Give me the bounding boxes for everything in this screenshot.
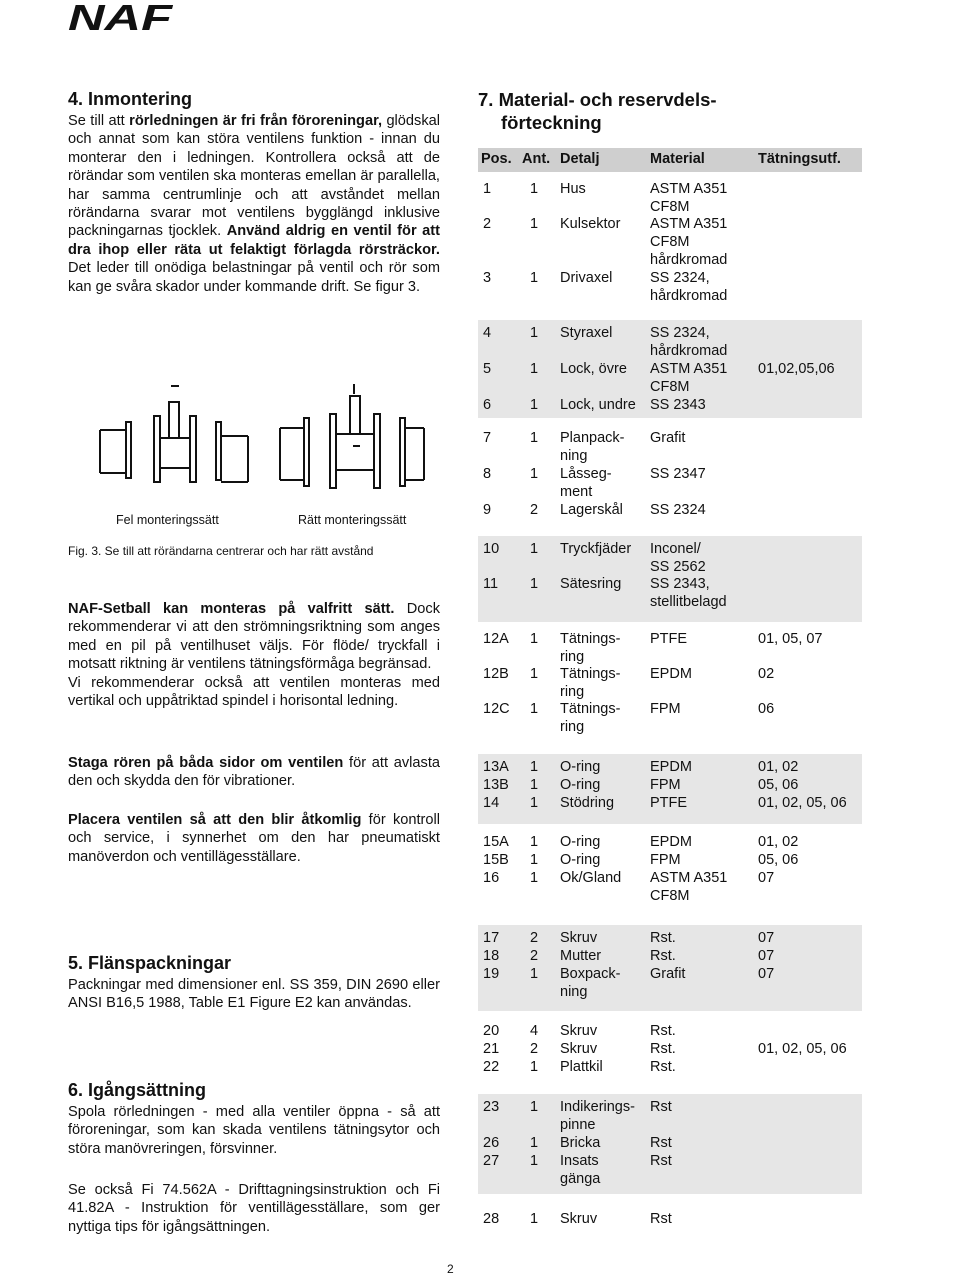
table-group — [478, 1094, 862, 1194]
cell-material: SS 2343, stellitbelagd — [650, 576, 727, 610]
cell-ant: 1 — [530, 216, 539, 232]
cell-pos: 12A — [483, 631, 509, 647]
cell-material: ASTM A351 CF8M — [650, 181, 728, 215]
text-run: för kontroll och service, i synnerhet om den har pneumatiskt manöverdon och ventillägesställare. — [68, 812, 440, 865]
cell-detalj: Insats gänga — [560, 1153, 601, 1187]
cell-tatningsutf: 07 — [758, 870, 775, 886]
cell-tatningsutf: 05, 06 — [758, 852, 799, 868]
table-group — [478, 925, 862, 1011]
cell-tatningsutf: 01, 02, 05, 06 — [758, 1041, 847, 1057]
cell-ant: 2 — [530, 502, 539, 518]
cell-material: FPM — [650, 777, 681, 793]
cell-ant: 2 — [530, 948, 539, 964]
table-group — [478, 626, 862, 748]
cell-pos: 13B — [483, 777, 509, 793]
cell-ant: 1 — [530, 397, 539, 413]
cell-detalj: Tätnings- ring — [560, 701, 621, 735]
cell-pos: 12C — [483, 701, 510, 717]
table-group — [478, 176, 862, 314]
cell-ant: 1 — [530, 576, 539, 592]
bold-run: NAF-Setball kan monteras på valfritt sätt. — [68, 601, 395, 617]
cell-detalj: Skruv — [560, 1023, 598, 1039]
cell-material: ASTM A351 CF8M — [650, 361, 728, 395]
cell-ant: 1 — [530, 270, 539, 286]
cell-detalj: Styraxel — [560, 325, 613, 341]
cell-ant: 1 — [530, 870, 539, 886]
cell-pos: 5 — [483, 361, 492, 377]
cell-material: Rst — [650, 1211, 672, 1227]
figure-caption: Fig. 3. Se till att rörändarna centrerar och har rätt avstånd — [68, 544, 374, 558]
heading-flanspackningar: 5. Flänspackningar — [68, 953, 232, 973]
heading-material-1: 7. Material- och reservdels- — [478, 89, 717, 110]
table-group — [478, 754, 862, 824]
text-run: för att avlasta den och skydda den för vibrationer. — [68, 755, 440, 790]
cell-material: Grafit — [650, 966, 686, 982]
cell-material: Rst — [650, 1153, 672, 1169]
cell-material: ASTM A351 CF8M — [650, 870, 728, 904]
cell-material: FPM — [650, 852, 681, 868]
cell-pos: 28 — [483, 1211, 500, 1227]
bold-run: rörledningen är fri från föroreningar, — [129, 113, 383, 129]
cell-pos: 19 — [483, 966, 500, 982]
cell-pos: 14 — [483, 795, 500, 811]
figure-label-wrong: Fel monteringssätt — [116, 513, 219, 527]
cell-pos: 4 — [483, 325, 492, 341]
cell-material: SS 2324 — [650, 502, 706, 518]
cell-material: Inconel/ SS 2562 — [650, 541, 706, 575]
section-setball — [68, 600, 440, 710]
bold-run: Använd aldrig en ventil för att dra ihop eller räta ut felaktigt förlagda rörsträckor. — [68, 223, 440, 258]
cell-ant: 1 — [530, 834, 539, 850]
cell-detalj: Tätnings- ring — [560, 631, 621, 665]
cell-pos: 12B — [483, 666, 509, 682]
cell-ant: 1 — [530, 852, 539, 868]
igangsattning-text: Spola rörledningen - med alla ventiler öppna - så att föroreningar, som kan skada ventilens tätningsytor och störa manövreringen, försvinner. — [68, 1104, 440, 1157]
cell-ant: 1 — [530, 759, 539, 775]
header-material: Material — [650, 151, 705, 167]
cell-pos: 7 — [483, 430, 492, 446]
cell-material: Rst. — [650, 1059, 676, 1075]
cell-ant: 1 — [530, 666, 539, 682]
cell-pos: 3 — [483, 270, 492, 286]
cell-material: SS 2324, hårdkromad — [650, 325, 728, 359]
cell-pos: 6 — [483, 397, 492, 413]
cell-material: Rst. — [650, 930, 676, 946]
text-run: Dock rekommenderar vi att den strömningsriktning som anges med en pil på ventilhuset väljs. För flöde/ tryckfall i motsatt riktning är ventilens tätningsförmåga begränsad. — [68, 601, 440, 673]
cell-ant: 1 — [530, 631, 539, 647]
heading-material-2: förteckning — [501, 112, 602, 133]
header-tatningsutf: Tätningsutf. — [758, 151, 841, 167]
table-group — [478, 1206, 862, 1234]
table-group — [478, 536, 862, 622]
cell-detalj: Skruv — [560, 930, 598, 946]
cell-material: SS 2347 — [650, 466, 706, 482]
cell-tatningsutf: 07 — [758, 930, 775, 946]
text-run: Se till att — [68, 113, 130, 129]
placera-text — [68, 811, 440, 866]
cell-pos: 22 — [483, 1059, 500, 1075]
naf-logo — [68, 2, 174, 32]
setball-text2: Vi rekommenderar också att ventilen monteras med vertikal och uppåtriktad spindel i horisontal ledning. — [68, 674, 440, 710]
cell-pos: 20 — [483, 1023, 500, 1039]
cell-detalj: Drivaxel — [560, 270, 613, 286]
cell-detalj: Plattkil — [560, 1059, 603, 1075]
cell-detalj: Indikerings- pinne — [560, 1099, 635, 1133]
inmontering-text — [68, 112, 440, 296]
cell-tatningsutf: 05, 06 — [758, 777, 799, 793]
cell-ant: 1 — [530, 466, 539, 482]
cell-detalj: O-ring — [560, 834, 601, 850]
cell-detalj: Lock, undre — [560, 397, 636, 413]
cell-ant: 1 — [530, 1059, 539, 1075]
table-group — [478, 829, 862, 919]
cell-detalj: Skruv — [560, 1041, 598, 1057]
cell-ant: 1 — [530, 777, 539, 793]
cell-detalj: Planpack- ning — [560, 430, 625, 464]
table-group — [478, 1018, 862, 1088]
cell-pos: 18 — [483, 948, 500, 964]
section-inmontering — [68, 88, 440, 296]
cell-ant: 1 — [530, 701, 539, 717]
header-detalj: Detalj — [560, 151, 600, 167]
cell-ant: 1 — [530, 430, 539, 446]
header-pos: Pos. — [481, 151, 512, 167]
cell-material: FPM — [650, 701, 681, 717]
cell-detalj: Mutter — [560, 948, 602, 964]
cell-detalj: Boxpack- ning — [560, 966, 621, 1000]
cell-tatningsutf: 02 — [758, 666, 775, 682]
cell-pos: 16 — [483, 870, 500, 886]
cell-pos: 21 — [483, 1041, 500, 1057]
cell-pos: 15B — [483, 852, 509, 868]
cell-detalj: Lock, övre — [560, 361, 627, 377]
cell-pos: 27 — [483, 1153, 500, 1169]
cell-ant: 1 — [530, 1153, 539, 1169]
cell-material: Rst — [650, 1099, 672, 1115]
cell-ant: 1 — [530, 325, 539, 341]
cell-ant: 4 — [530, 1023, 539, 1039]
flanspackningar-text: Packningar med dimensioner enl. SS 359, DIN 2690 eller ANSI B16,5 1988, Table E1 Figure E2 kan användas. — [68, 977, 440, 1012]
cell-detalj: O-ring — [560, 777, 601, 793]
cell-detalj: Skruv — [560, 1211, 598, 1227]
cell-tatningsutf: 07 — [758, 966, 775, 982]
cell-material: SS 2324, hårdkromad — [650, 270, 728, 304]
see-also-text — [68, 1181, 440, 1236]
cell-pos: 2 — [483, 216, 492, 232]
cell-material: Grafit — [650, 430, 686, 446]
section-material — [478, 88, 862, 134]
cell-ant: 2 — [530, 1041, 539, 1057]
cell-detalj: Sätesring — [560, 576, 622, 592]
cell-detalj: O-ring — [560, 852, 601, 868]
figure-label-right: Rätt monteringssätt — [298, 513, 407, 527]
staga-text — [68, 754, 440, 791]
cell-tatningsutf: 01, 05, 07 — [758, 631, 823, 647]
table-header — [478, 148, 862, 172]
cell-ant: 1 — [530, 1099, 539, 1115]
cell-material: EPDM — [650, 834, 692, 850]
svg-text:NAF: NAF — [68, 2, 174, 32]
cell-material: SS 2343 — [650, 397, 706, 413]
bold-run: Placera ventilen så att den blir åtkomlig — [68, 812, 362, 828]
cell-detalj: O-ring — [560, 759, 601, 775]
table-group — [478, 320, 862, 418]
section-placera — [68, 811, 440, 866]
section-flanspackningar — [68, 952, 440, 1013]
cell-detalj: Ok/Gland — [560, 870, 622, 886]
cell-material: Rst. — [650, 1023, 676, 1039]
cell-material: ASTM A351 CF8M hårdkromad — [650, 216, 728, 268]
cell-ant: 1 — [530, 1135, 539, 1151]
cell-tatningsutf: 01, 02 — [758, 834, 799, 850]
heading-inmontering: 4. Inmontering — [68, 89, 193, 109]
cell-pos: 26 — [483, 1135, 500, 1151]
cell-detalj: Bricka — [560, 1135, 601, 1151]
cell-material: Rst. — [650, 1041, 676, 1057]
cell-ant: 1 — [530, 541, 539, 557]
cell-detalj: Kulsektor — [560, 216, 621, 232]
section-igangsattning — [68, 1079, 440, 1158]
cell-tatningsutf: 01, 02, 05, 06 — [758, 795, 847, 811]
page-number: 2 — [447, 1262, 454, 1276]
section-staga — [68, 754, 440, 791]
cell-pos: 8 — [483, 466, 492, 482]
cell-ant: 2 — [530, 930, 539, 946]
cell-tatningsutf: 01, 02 — [758, 759, 799, 775]
cell-ant: 1 — [530, 361, 539, 377]
text-run: Det leder till onödiga belastningar på ventil och rör som kan ge svåra skador under kommande drift. Se figur 3. — [68, 260, 440, 295]
setball-text — [68, 600, 440, 674]
cell-material: Rst. — [650, 948, 676, 964]
header-ant: Ant. — [522, 151, 551, 167]
table-group — [478, 425, 862, 529]
cell-pos: 10 — [483, 541, 500, 557]
cell-material: EPDM — [650, 666, 692, 682]
cell-detalj: Låsseg- ment — [560, 466, 612, 500]
cell-ant: 1 — [530, 795, 539, 811]
heading-igangsattning: 6. Igångsättning — [68, 1080, 207, 1100]
cell-detalj: Tätnings- ring — [560, 666, 621, 700]
text-run: glödskal och annat som kan störa ventilens funktion - innan du monterar den i ledningen. Kontrollera också att de rörändar som ventilen ska monteras emellan är parallella, har samma centrumlinje och att avståndet mellan rörändarna svarar mot ventilens bygglängd inklusive packningarnas tjocklek. — [68, 113, 440, 240]
cell-detalj: Stödring — [560, 795, 615, 811]
cell-detalj: Lagerskål — [560, 502, 623, 518]
cell-tatningsutf: 06 — [758, 701, 775, 717]
see-also-paragraph: Se också Fi 74.562A - Drifttagningsinstruktion och Fi 41.82A - Instruktion för ventillägesställare, som ger nyttiga tips för igångsättningen. — [68, 1182, 440, 1235]
cell-tatningsutf: 01,02,05,06 — [758, 361, 835, 377]
cell-material: PTFE — [650, 795, 688, 811]
cell-detalj: Hus — [560, 181, 586, 197]
cell-ant: 1 — [530, 1211, 539, 1227]
cell-pos: 17 — [483, 930, 500, 946]
cell-pos: 9 — [483, 502, 492, 518]
cell-detalj: Tryckfjäder — [560, 541, 632, 557]
cell-tatningsutf: 07 — [758, 948, 775, 964]
cell-material: PTFE — [650, 631, 688, 647]
cell-material: EPDM — [650, 759, 692, 775]
cell-pos: 1 — [483, 181, 492, 197]
cell-ant: 1 — [530, 181, 539, 197]
bold-run: Staga rören på båda sidor om ventilen — [68, 755, 344, 771]
cell-ant: 1 — [530, 966, 539, 982]
cell-material: Rst — [650, 1135, 672, 1151]
cell-pos: 13A — [483, 759, 509, 775]
cell-pos: 23 — [483, 1099, 500, 1115]
cell-pos: 15A — [483, 834, 509, 850]
cell-pos: 11 — [483, 576, 499, 592]
